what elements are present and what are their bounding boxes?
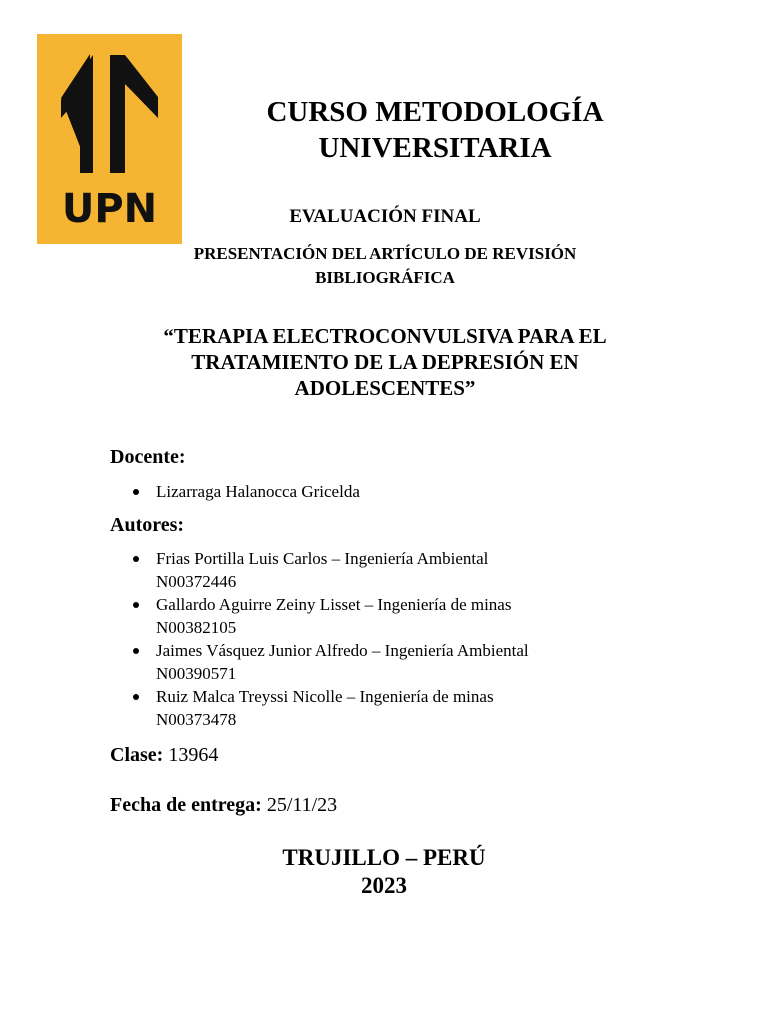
logo-text: UPN	[61, 186, 158, 232]
author-name: Ruiz Malca Treyssi Nicolle – Ingeniería de minas	[156, 687, 494, 706]
bullet-icon	[133, 694, 139, 700]
bullet-icon	[133, 602, 139, 608]
author-name: Gallardo Aguirre Zeiny Lisset – Ingeniería de minas	[156, 595, 512, 614]
docente-list	[110, 480, 670, 503]
author-name: Frias Portilla Luis Carlos – Ingeniería Ambiental	[156, 549, 489, 568]
bullet-icon	[133, 556, 139, 562]
presentation-line-1: PRESENTACIÓN DEL ARTÍCULO DE REVISIÓN	[193, 244, 577, 263]
docente-name: Lizarraga Halanocca Gricelda	[156, 482, 360, 501]
course-title-line-1: CURSO METODOLOGÍA	[266, 96, 604, 128]
author-code: N00373478	[156, 710, 237, 729]
clase-value: 13964	[168, 744, 219, 766]
fecha-value: 25/11/23	[266, 794, 338, 816]
author-code: N00372446	[156, 572, 237, 591]
article-title-line-1: “TERAPIA ELECTROCONVULSIVA PARA EL	[163, 324, 607, 348]
article-title-line-3: ADOLESCENTES”	[294, 376, 476, 400]
footer-place: TRUJILLO – PERÚ	[282, 845, 486, 870]
autores-label: Autores:	[110, 514, 185, 536]
upn-logo	[37, 34, 182, 244]
clase-field	[110, 743, 218, 767]
list-item	[110, 593, 670, 639]
list-item	[110, 547, 670, 593]
course-title-line-2: UNIVERSITARIA	[318, 132, 552, 164]
list-item	[110, 480, 670, 503]
author-code: N00390571	[156, 664, 237, 683]
fecha-label: Fecha de entrega:	[110, 794, 262, 816]
fecha-field	[110, 793, 337, 817]
evaluation-heading: EVALUACIÓN FINAL	[289, 206, 481, 227]
list-item	[110, 685, 670, 731]
article-title-line-2: TRATAMIENTO DE LA DEPRESIÓN EN	[191, 350, 579, 374]
autores-list	[110, 547, 670, 731]
list-item	[110, 639, 670, 685]
author-name: Jaimes Vásquez Junior Alfredo – Ingeniería Ambiental	[156, 641, 529, 660]
clase-label: Clase:	[110, 744, 164, 766]
presentation-line-2: BIBLIOGRÁFICA	[315, 268, 455, 287]
bullet-icon	[133, 489, 139, 495]
upn-arrows-logo-icon	[37, 34, 182, 244]
footer-year: 2023	[361, 873, 407, 898]
docente-label: Docente:	[110, 446, 186, 468]
bullet-icon	[133, 648, 139, 654]
author-code: N00382105	[156, 618, 237, 637]
